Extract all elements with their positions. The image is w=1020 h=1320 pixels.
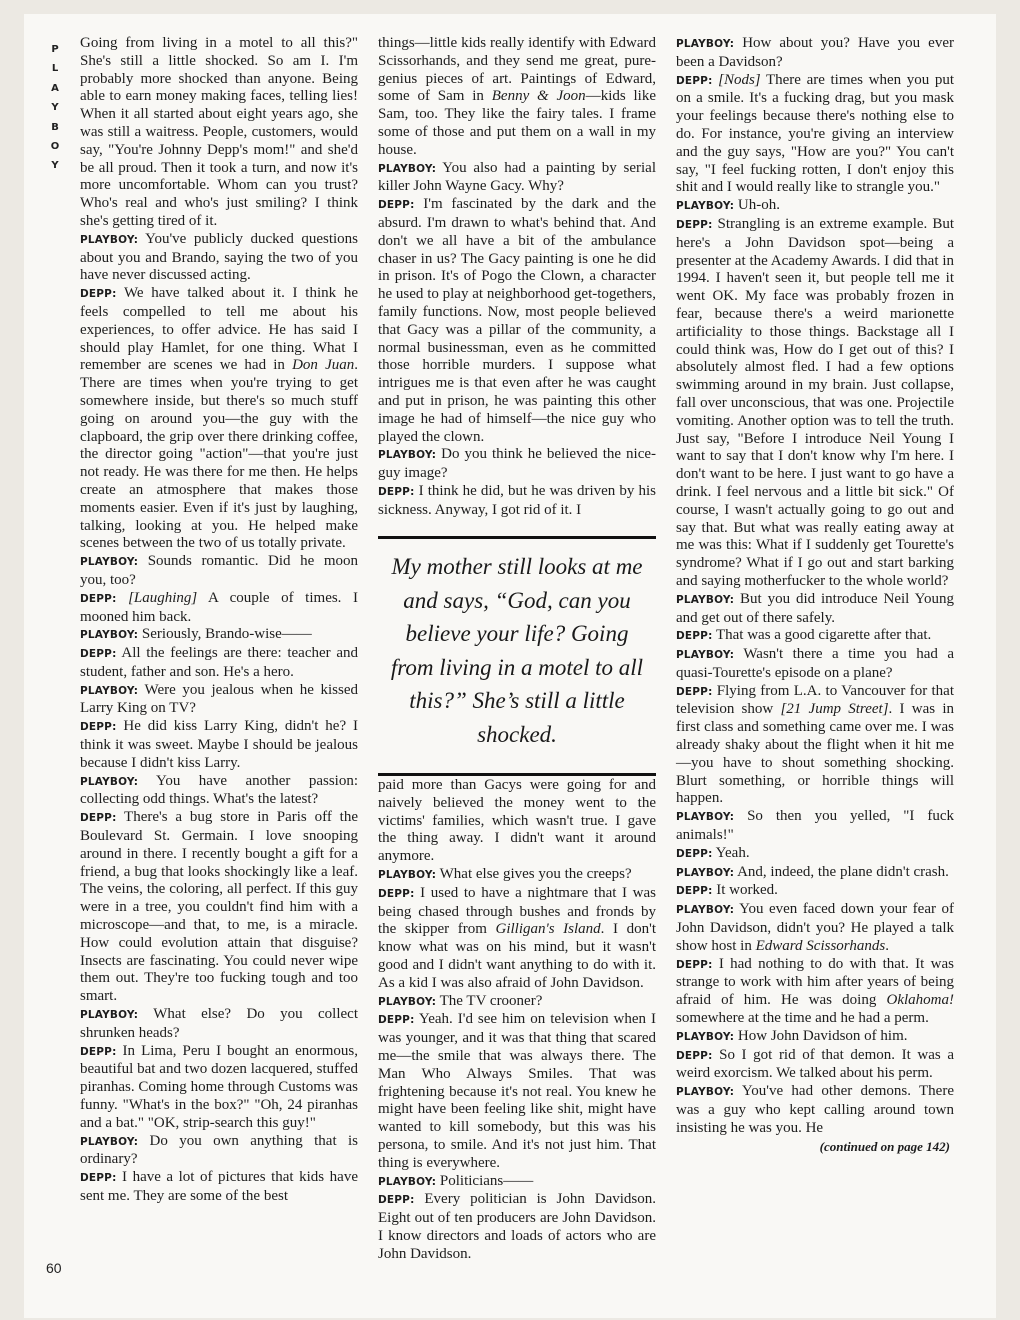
answer: DEPP: We have talked about it. I think he feels compelled to tell me about his experiences, to offer advice. He has said I should play Hamlet, for one thing. What I remember are scenes we had in Don Juan. There are times when you're trying to get somewhere inside, but there's so much stuff going on around you—the guy with the clapboard, the grip over there drinking coffee, the director going "action"—that you're just not ready. He was there for me then. He helps create an atmosphere that makes those moments easier. Even if it's just by laughing, talking, looking at you. He helped make scenes between the two of us totally private. [80, 285, 358, 552]
answer: DEPP: Flying from L.A. to Vancouver for that television show [21 Jump Street]. I was in first class and something came over me. I was already shaky about the flight when it hit me—you have to shout something shocking. Blurt something, or horrible things will happen. [676, 682, 954, 807]
question: PLAYBOY: Seriously, Brando-wise—— [80, 626, 312, 643]
question: PLAYBOY: And, indeed, the plane didn't crash. [676, 863, 949, 880]
answer: DEPP: I'm fascinated by the dark and the absurd. I'm drawn to what's behind that. And don't we all have a bit of the ambulance chaser in us? The Gacy painting is one he did in prison. It's of Pogo the Clown, a character he used to play at neighborhood get-togethers, family functions. Now, most people believed that Gacy was a pillar of the community, a normal businessman, even as he committed those horrible murders. I suppose what intrigues me is that even after he was caught and put in prison, he was painting this other image he had of himself—the nice guy who played the clown. [378, 196, 656, 445]
question: PLAYBOY: How John Davidson of him. [676, 1027, 908, 1044]
answer: DEPP: I have a lot of pictures that kids have sent me. They are some of the best [80, 1169, 358, 1204]
question: PLAYBOY: You even faced down your fear of John Davidson, didn't you? He played a talk show host in Edward Scissorhands. [676, 901, 954, 954]
running-head: P L A Y B O Y [50, 44, 60, 172]
page-number: 60 [46, 1260, 62, 1276]
question: PLAYBOY: You also had a painting by serial killer John Wayne Gacy. Why? [378, 159, 656, 195]
answer: DEPP: I used to have a nightmare that I was being chased through bushes and fronds by the skipper from Gilligan's Island. I don't know what was on his mind, but it wasn't good and I didn't want anything to do with it. As a kid I was also afraid of John Davidson. [378, 884, 656, 991]
paragraph: Going from living in a motel to all this?" She's still a little shocked. So am I. I'm probably more shocked than anyone. Being able to earn money making faces, telling lies! When it all started about eight years ago, she was still a waitress. People, customers, would say, "You're Johnny Depp's mom!" and she'd be all proud. Then it took a turn, and now it's more uncomfortable. Whom can you trust? Who's real and who's just smiling? I think she's getting tired of it. [80, 35, 358, 229]
answer: DEPP: That was a good cigarette after that. [676, 627, 932, 644]
question: PLAYBOY: So then you yelled, "I fuck animals!" [676, 808, 954, 844]
question: PLAYBOY: What else? Do you collect shrunken heads? [80, 1006, 358, 1041]
question: PLAYBOY: Uh-oh. [676, 197, 780, 214]
column-3 [676, 35, 954, 1155]
question: PLAYBOY: Do you think he believed the nice-guy image? [378, 446, 656, 482]
answer: DEPP: He did kiss Larry King, didn't he? I think it was sweet. Maybe I should be jealous because I didn't kiss Larry. [80, 718, 358, 771]
answer: DEPP: In Lima, Peru I bought an enormous, beautiful bat and two dozen lacquered, stuffed piranhas. Coming home through Customs was funny. "What's in the box?" "Oh, 24 piranhas and a bat." "OK, strip-search this guy!" [80, 1042, 358, 1131]
column-1 [80, 35, 358, 1206]
question: PLAYBOY: But you did introduce Neil Young and get out of there safely. [676, 590, 954, 626]
continued-note: (continued on page 142) [819, 1138, 950, 1154]
answer: DEPP: All the feelings are there: teacher and student, father and son. He's a hero. [80, 645, 358, 680]
question: PLAYBOY: Politicians—— [378, 1172, 534, 1189]
question: PLAYBOY: Wasn't there a time you had a quasi-Tourette's episode on a plane? [676, 646, 954, 681]
question: PLAYBOY: What else gives you the creeps? [378, 865, 632, 882]
answer: DEPP: There's a bug store in Paris off the Boulevard St. Germain. I love snooping around in there. I recently bought a gift for a friend, a bug that looks shockingly like a leaf. The veins, the coloring, all perfect. If this guy were in a tree, you couldn't find him with a microscope—and that, to me, is a miracle. How could evolution attain that disguise? Insects are fascinating. You could never wipe them out. They're too fucking tough and too smart. [80, 809, 358, 1005]
answer: DEPP: Strangling is an extreme example. But here's a John Davidson spot—being a presenter at the Academy Awards. I did that in 1994. I haven't seen it, but people tell me it went OK. My face was probably frozen in fear, because there's a weird marionette artificiality to those things. Backstage all I could think was, How do I get out of this? I absolutely almost fled. I had a few options swimming around in my brain. Just collapse, fall over unconscious, that was one. Projectile vomiting. Another option was to tell the truth. Just say, "Before I introduce Neil Young I want to say that I don't know why I'm here. I don't want to be here. I just want to go have a drink. I feel nervous and a little bit sick." Of course, I wasn't actually going to go out and say that. But what was really eating away at me was this: What if I suddenly get Tourette's syndrome? What if I go out and start barking and saying motherfucker to the whole world? [676, 215, 954, 589]
question: PLAYBOY: You've publicly ducked questions about you and Brando, saying the two of you have never discussed acting. [80, 230, 358, 284]
column-2-bottom [378, 777, 656, 1264]
question: PLAYBOY: You've had other demons. There was a guy who kept calling around town insisting he was you. He [676, 1083, 954, 1136]
answer: DEPP: [Nods] There are times when you put on a smile. It's a fucking drag, but you mask your feelings because there's nothing else to do. For instance, you're giving an interview and the guy says, "How are you?" You can't say, "I feel fucking rotten, I don't enjoy this shit and I would really like to strangle you." [676, 71, 955, 196]
paragraph: paid more than Gacys were going for and naively believed the money went to the victims' families, which wasn't true. I gave the thing away. I didn't want it around anymore. [378, 777, 656, 865]
question: PLAYBOY: You have another passion: collecting odd things. What's the latest? [80, 772, 358, 808]
answer: DEPP: I think he did, but he was driven by his sickness. Anyway, I got rid of it. I [378, 482, 656, 518]
question: PLAYBOY: How about you? Have you ever been a Davidson? [676, 35, 954, 70]
answer: DEPP: Yeah. [676, 844, 750, 861]
answer: DEPP: [Laughing] A couple of times. I mooned him back. [80, 589, 358, 625]
column-2-top [378, 35, 656, 520]
question: PLAYBOY: Were you jealous when he kissed Larry King on TV? [80, 681, 358, 717]
answer: DEPP: Yeah. I'd see him on television when I was younger, and it was that thing that scared me—the smile that was always there. The Man Who Always Smiles. That was frightening because it's not real. You knew he might have been feeling like shit, might have wanted to kill somebody, but this was his persona, to smile. And it's not just him. That thing is everywhere. [378, 1011, 656, 1171]
question: PLAYBOY: Do you own anything that is ordinary? [80, 1132, 358, 1168]
answer: DEPP: Every politician is John Davidson. Eight out of ten producers are John Davidson. I know directors and loads of actors who are John Davidson. [378, 1191, 656, 1262]
answer: DEPP: So I got rid of that demon. It was a weird exorcism. We talked about his perm. [676, 1046, 954, 1082]
pull-quote: My mother still looks at me and says, “God, can you believe your life? Going from living in a motel to all this?” She’s still a little shocked. [378, 536, 656, 776]
answer: DEPP: It worked. [676, 882, 778, 899]
paragraph: things—little kids really identify with Edward Scissorhands, and they send me great, pure-genius pieces of art. Paintings of Edward, some of Sam in Benny & Joon—kids like Sam, too. They like the fairy tales. I frame some of those and put them on a wall in my house. [378, 35, 656, 158]
question: PLAYBOY: Sounds romantic. Did he moon you, too? [80, 553, 358, 588]
question: PLAYBOY: The TV crooner? [378, 992, 543, 1009]
answer: DEPP: I had nothing to do with that. It was strange to work with him after years of being afraid of him. He was doing Oklahoma! somewhere at the time and he had a perm. [676, 955, 954, 1027]
